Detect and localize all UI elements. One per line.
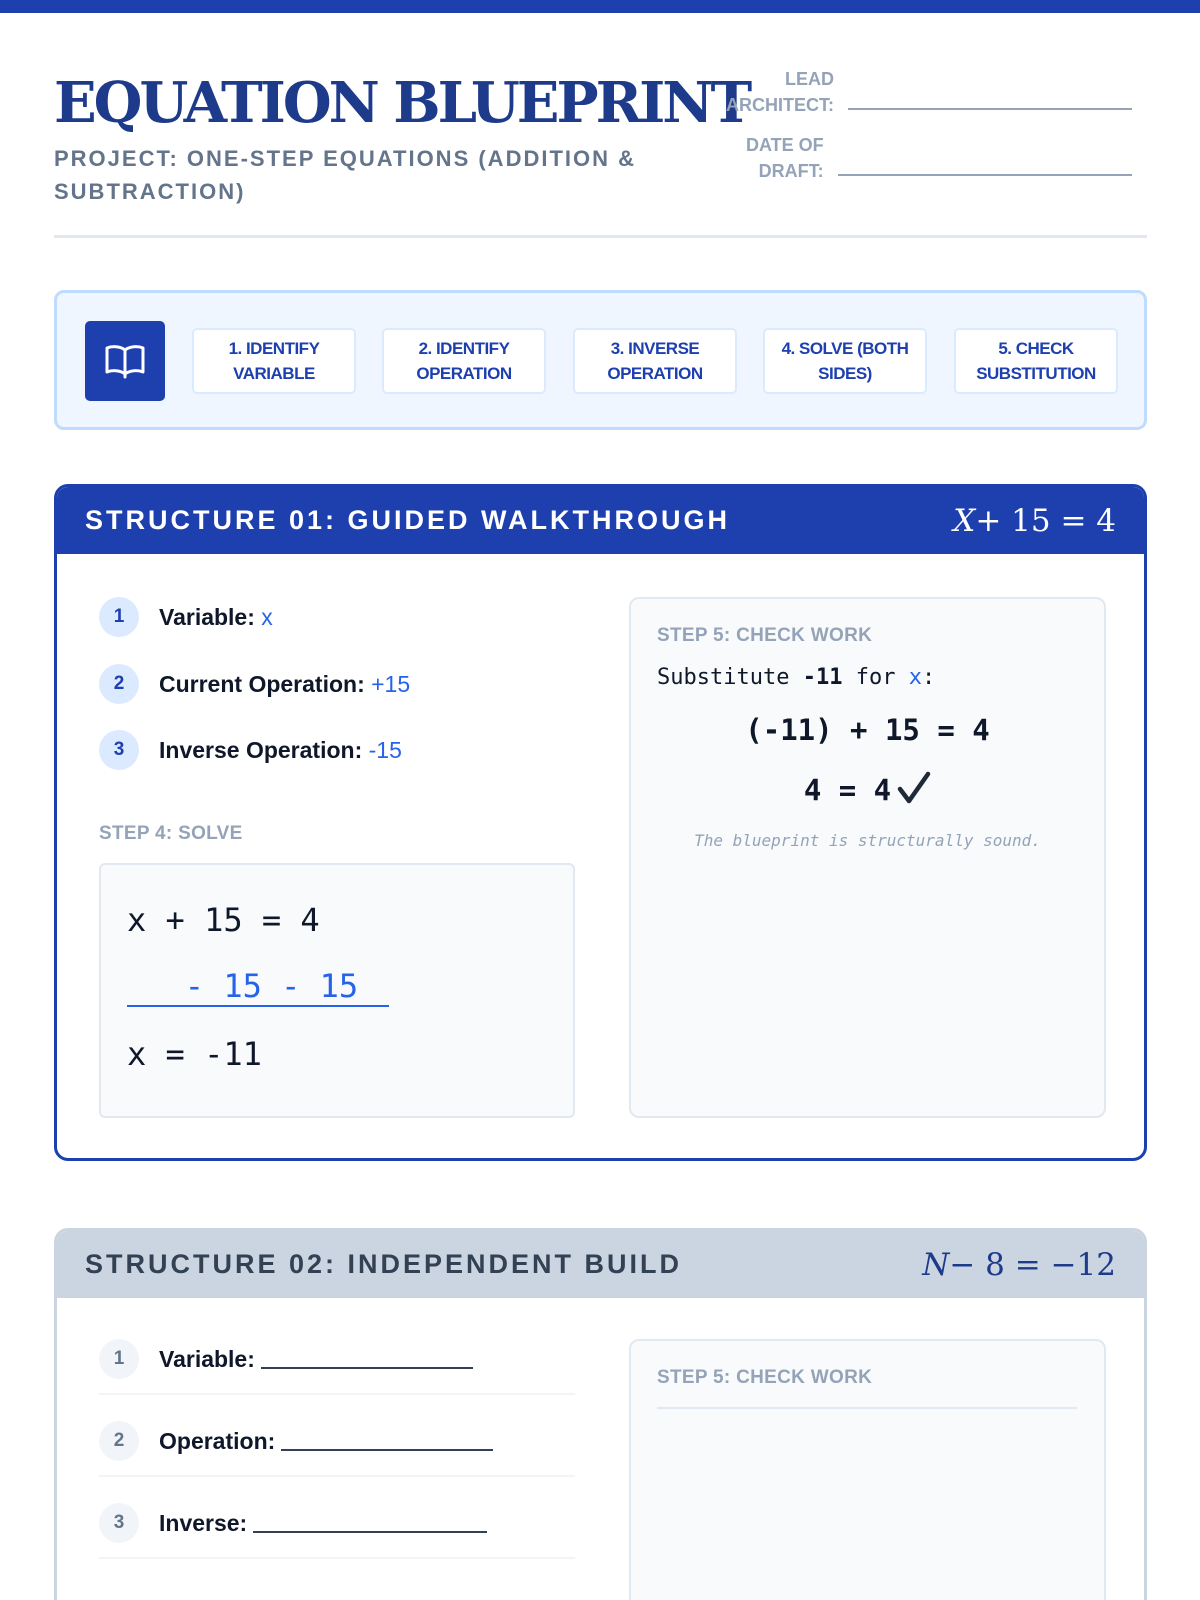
build-step-5-label: STEP 5: CHECK WORK (657, 1367, 873, 1388)
build-step-2-label: Operation: (159, 1427, 276, 1454)
date-label-line2: DRAFT: (758, 161, 824, 181)
operation-answer-blank[interactable] (281, 1449, 493, 1451)
row-divider (99, 1475, 575, 1477)
step-5-label: STEP 5: CHECK WORK (657, 625, 873, 646)
check-intro-value: -11 (802, 665, 843, 690)
step-chip-identify-variable[interactable]: 1. IDENTIFY VARIABLE (192, 328, 356, 394)
step-number-badge: 1 (99, 597, 139, 637)
step-chip-solve-both-sides[interactable]: 4. SOLVE (BOTH SIDES) (763, 328, 927, 394)
check-work-rule (657, 1407, 1077, 1409)
step-3-value: -15 (368, 736, 402, 763)
page-title: EQUATION BLUEPRINT (54, 70, 750, 136)
step-1-row (99, 597, 273, 637)
step-2-label: Current Operation: (159, 670, 365, 697)
top-accent-bar (0, 0, 1200, 13)
open-book-icon-graphic (104, 343, 146, 379)
date-label-line1: DATE OF (746, 135, 824, 155)
inverse-answer-blank[interactable] (253, 1531, 487, 1533)
build-step-3-label: Inverse: (159, 1509, 248, 1536)
build-step-3-text (159, 1510, 487, 1537)
step-chip-identify-operation[interactable]: 2. IDENTIFY OPERATION (382, 328, 546, 394)
build-step-1-text (159, 1346, 473, 1373)
step-2-text (159, 671, 410, 698)
structure-01-card (54, 484, 1147, 1161)
structure-02-title: STRUCTURE 02: INDEPENDENT BUILD (85, 1249, 683, 1279)
equation-rest: + 15 = 4 (975, 502, 1116, 539)
solve-work-box (99, 863, 575, 1118)
lead-architect-field (726, 66, 1132, 118)
solve-underline (127, 1005, 389, 1007)
variable-answer-blank[interactable] (261, 1367, 473, 1369)
equation-variable: X (953, 502, 976, 539)
step-number-badge: 3 (99, 730, 139, 770)
lead-architect-label-line2: ARCHITECT: (726, 95, 834, 115)
date-input-line[interactable] (838, 174, 1132, 176)
check-line-1: (-11) + 15 = 4 (745, 713, 990, 747)
build-check-work-box[interactable] (629, 1339, 1106, 1600)
step-number-badge: 1 (99, 1339, 139, 1379)
check-note: The blueprint is structurally sound. (694, 831, 1041, 850)
date-field (746, 132, 1132, 184)
step-4-label: STEP 4: SOLVE (99, 823, 243, 844)
structure-02-card (54, 1228, 1147, 1600)
step-3-text (159, 737, 402, 764)
open-book-icon[interactable] (85, 321, 165, 401)
structure-01-equation (953, 503, 1116, 539)
check-intro-mid: for (842, 665, 909, 690)
equation-variable: N (922, 1246, 950, 1283)
structure-02-equation (922, 1247, 1116, 1283)
step-chip-inverse-operation[interactable]: 3. INVERSE OPERATION (573, 328, 737, 394)
lead-architect-label (726, 66, 834, 118)
row-divider (99, 1393, 575, 1395)
build-step-3-row (99, 1503, 487, 1543)
check-line-2: 4 = 4 (803, 773, 892, 807)
check-intro-prefix: Substitute (657, 665, 803, 690)
equation-rest: − 8 = −12 (949, 1246, 1116, 1283)
check-intro-suffix: : (921, 665, 936, 690)
structure-02-header (57, 1231, 1144, 1298)
step-number-badge: 3 (99, 1503, 139, 1543)
build-step-1-row (99, 1339, 473, 1379)
step-2-row (99, 664, 410, 704)
structure-01-title: STRUCTURE 01: GUIDED WALKTHROUGH (85, 505, 731, 535)
checkmark-icon (897, 771, 931, 812)
page-subtitle: PROJECT: ONE-STEP EQUATIONS (ADDITION & SUBTRACTION) (54, 146, 637, 204)
solve-line-3: x = -11 (127, 1035, 262, 1073)
process-steps-bar (54, 290, 1147, 430)
structure-01-header (57, 487, 1144, 554)
build-step-2-row (99, 1421, 493, 1461)
check-line-2-row (631, 771, 1104, 812)
step-chip-check-substitution[interactable]: 5. CHECK SUBSTITUTION (954, 328, 1118, 394)
step-1-text (159, 604, 273, 631)
lead-architect-input-line[interactable] (848, 108, 1132, 110)
build-step-2-text (159, 1428, 493, 1455)
date-label (746, 132, 824, 184)
step-number-badge: 2 (99, 1421, 139, 1461)
build-step-1-label: Variable: (159, 1345, 255, 1372)
step-number-badge: 2 (99, 664, 139, 704)
step-3-row (99, 730, 402, 770)
lead-architect-label-line1: LEAD (785, 69, 834, 89)
solve-line-1: x + 15 = 4 (127, 901, 320, 939)
worksheet-header (54, 70, 1147, 238)
check-work-box (629, 597, 1106, 1118)
check-intro-variable: x (908, 665, 922, 690)
step-1-label: Variable: (159, 603, 255, 630)
step-3-label: Inverse Operation: (159, 736, 363, 763)
row-divider (99, 1557, 575, 1559)
check-intro (657, 665, 935, 690)
solve-line-2: - 15 - 15 (127, 967, 359, 1005)
step-1-value: x (261, 603, 273, 630)
step-2-value: +15 (371, 670, 411, 697)
